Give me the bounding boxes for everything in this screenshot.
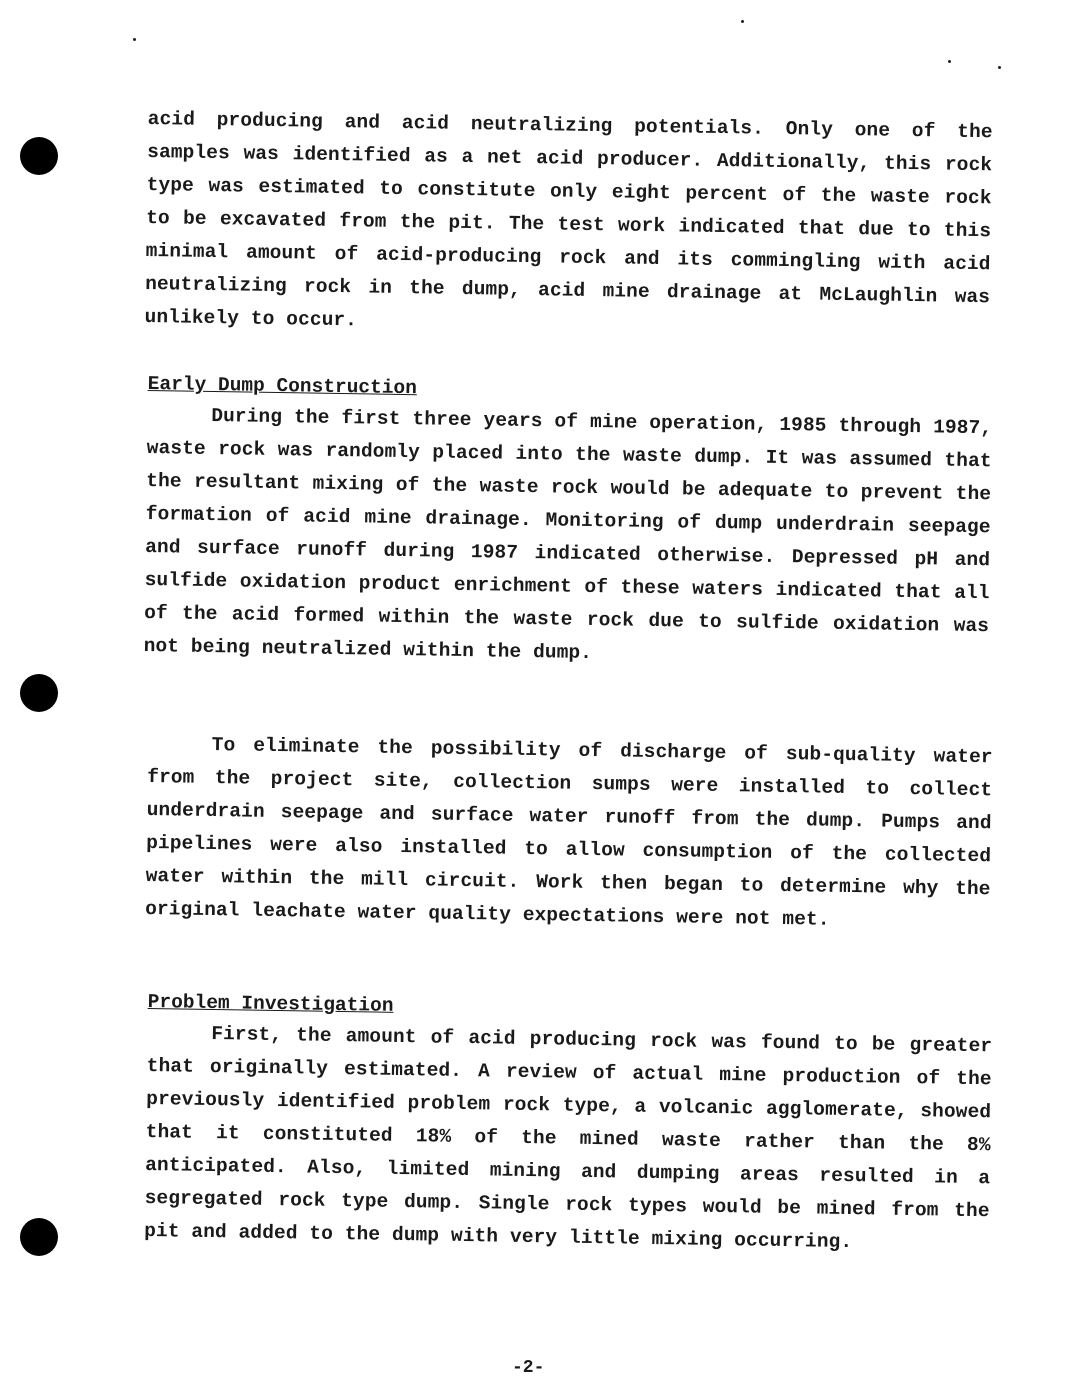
scan-speck	[998, 66, 1001, 69]
scan-speck	[133, 38, 136, 41]
binder-hole-middle	[20, 674, 58, 712]
scan-speck	[948, 60, 951, 63]
heading-early-dump-construction: Early Dump Construction	[147, 372, 418, 400]
paragraph-eliminate-discharge: To eliminate the possibility of discharge of sub-quality water from the project site, collection sumps were installed to collect underdrain seepage and surface water runoff from the dump. Pumps and pipelines were also installed to allow consumption of the collected water within the mill circuit. Work then began to determine why the original leachate water quality expectations were not met.	[144, 734, 993, 931]
binder-hole-bottom	[20, 1218, 58, 1256]
text-block-3	[145, 728, 993, 939]
binder-hole-top	[20, 137, 58, 175]
paragraph-acid-potentials: acid producing and acid neutralizing potentials. Only one of the samples was identified as a net acid producer. Additionally, this rock type was estimated to constitute only eight percent of the waste rock to be excavated from the pit. The test work indicated that due to this minimal amount of acid-producing rock and its commingling with acid neutralizing rock in the dump, acid mine drainage at McLaughlin was unlikely to occur.	[144, 107, 993, 332]
page-number: -2-	[512, 1358, 545, 1378]
paragraph-early-dump: During the first three years of mine operation, 1985 through 1987, waste rock was randomly placed into the waste dump. It was assumed that the resultant mixing of the waste rock would be adequate to prevent the formation of acid mine drainage. Monitoring of dump underdrain seepage and surface runoff during 1987 indicated otherwise. Depressed pH and sulfide oxidation product enrichment of these waters indicated that all of the acid formed within the waste rock due to sulfide oxidation was not being neutralized within the dump.	[143, 405, 993, 665]
scan-speck	[741, 20, 744, 23]
paragraph-problem-investigation: First, the amount of acid producing rock was found to be greater that originally estimated. A review of actual mine production of the previously identified problem rock type, a volcanic agglomerate, showed that it constituted 18% of the mined waste rather than the 8% anticipated. Also, limited mining and dumping areas resulted in a segregated rock type dump. Single rock types would be mined from the pit and added to the dump with very little mixing occurring.	[143, 1023, 993, 1254]
text-block-1	[144, 103, 993, 347]
heading-problem-investigation: Problem Investigation	[147, 990, 394, 1017]
text-block-4	[144, 987, 993, 1261]
text-block-2	[143, 369, 993, 676]
